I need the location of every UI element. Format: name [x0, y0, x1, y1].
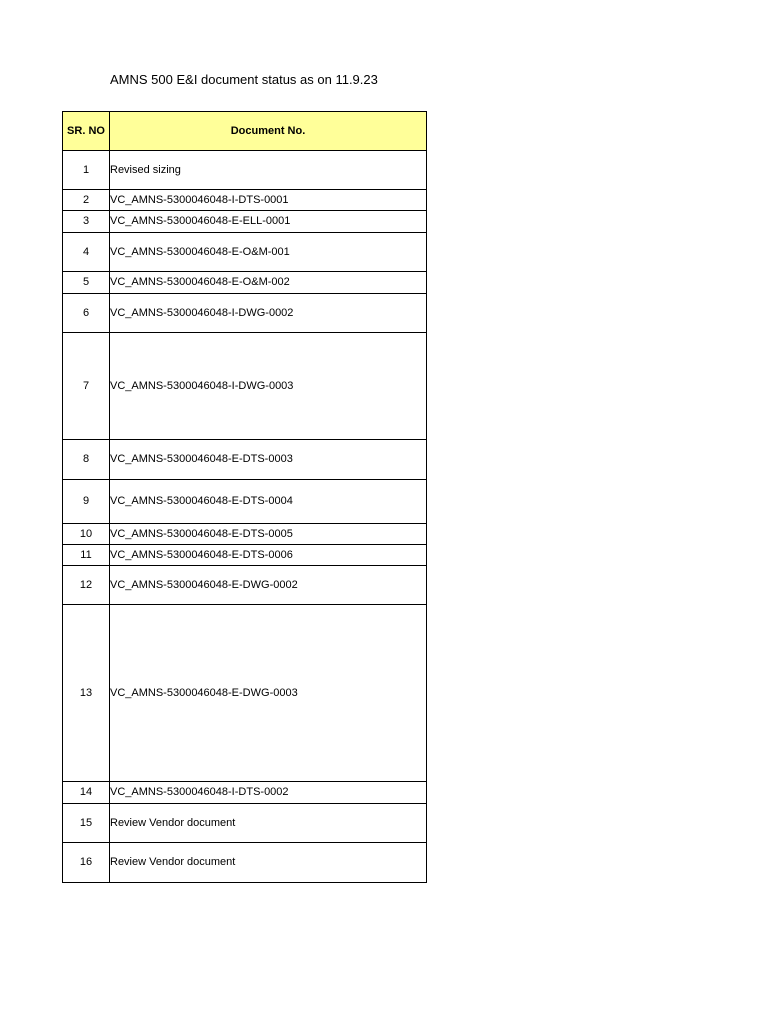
- document-cell: VC_AMNS-5300046048-E-DWG-0003: [110, 605, 427, 782]
- table-row: [63, 440, 427, 480]
- document-cell: VC_AMNS-5300046048-I-DWG-0002: [110, 294, 427, 333]
- document-cell: VC_AMNS-5300046048-E-DTS-0004: [110, 480, 427, 524]
- document-cell: VC_AMNS-5300046048-E-DTS-0005: [110, 524, 427, 545]
- table-row: [63, 566, 427, 605]
- table-row: [63, 272, 427, 294]
- document-cell: VC_AMNS-5300046048-E-DTS-0003: [110, 440, 427, 480]
- document-cell: VC_AMNS-5300046048-E-O&M-001: [110, 233, 427, 272]
- table-row: [63, 190, 427, 211]
- sr-cell: 3: [63, 211, 110, 233]
- sr-cell: 4: [63, 233, 110, 272]
- table-row: [63, 524, 427, 545]
- sr-cell: 11: [63, 545, 110, 566]
- table-row: [63, 782, 427, 804]
- document-cell: VC_AMNS-5300046048-E-ELL-0001: [110, 211, 427, 233]
- document-cell: Review Vendor document: [110, 804, 427, 843]
- document-cell: VC_AMNS-5300046048-I-DWG-0003: [110, 333, 427, 440]
- document-cell: VC_AMNS-5300046048-E-DWG-0002: [110, 566, 427, 605]
- document-cell: VC_AMNS-5300046048-E-DTS-0006: [110, 545, 427, 566]
- page-title: AMNS 500 E&I document status as on 11.9.23: [110, 72, 378, 87]
- table-row: [63, 151, 427, 190]
- table-row: [63, 480, 427, 524]
- document-cell: Review Vendor document: [110, 843, 427, 883]
- sr-cell: 5: [63, 272, 110, 294]
- table-row: [63, 545, 427, 566]
- document-cell: VC_AMNS-5300046048-I-DTS-0002: [110, 782, 427, 804]
- sr-cell: 2: [63, 190, 110, 211]
- sr-cell: 1: [63, 151, 110, 190]
- table-header-row: [63, 112, 427, 151]
- sr-cell: 10: [63, 524, 110, 545]
- table-row: [63, 605, 427, 782]
- table-row: [63, 233, 427, 272]
- table-row: [63, 294, 427, 333]
- header-sr-no: SR. NO: [63, 112, 110, 151]
- sr-cell: 9: [63, 480, 110, 524]
- table-row: [63, 333, 427, 440]
- sr-cell: 16: [63, 843, 110, 883]
- sr-cell: 12: [63, 566, 110, 605]
- document-cell: VC_AMNS-5300046048-E-O&M-002: [110, 272, 427, 294]
- document-cell: Revised sizing: [110, 151, 427, 190]
- table-row: [63, 804, 427, 843]
- sr-cell: 15: [63, 804, 110, 843]
- sr-cell: 7: [63, 333, 110, 440]
- header-document-no: Document No.: [110, 112, 427, 151]
- table-row: [63, 211, 427, 233]
- sr-cell: 13: [63, 605, 110, 782]
- sr-cell: 8: [63, 440, 110, 480]
- document-status-table: [62, 111, 427, 883]
- table-row: [63, 843, 427, 883]
- document-cell: VC_AMNS-5300046048-I-DTS-0001: [110, 190, 427, 211]
- sr-cell: 6: [63, 294, 110, 333]
- sr-cell: 14: [63, 782, 110, 804]
